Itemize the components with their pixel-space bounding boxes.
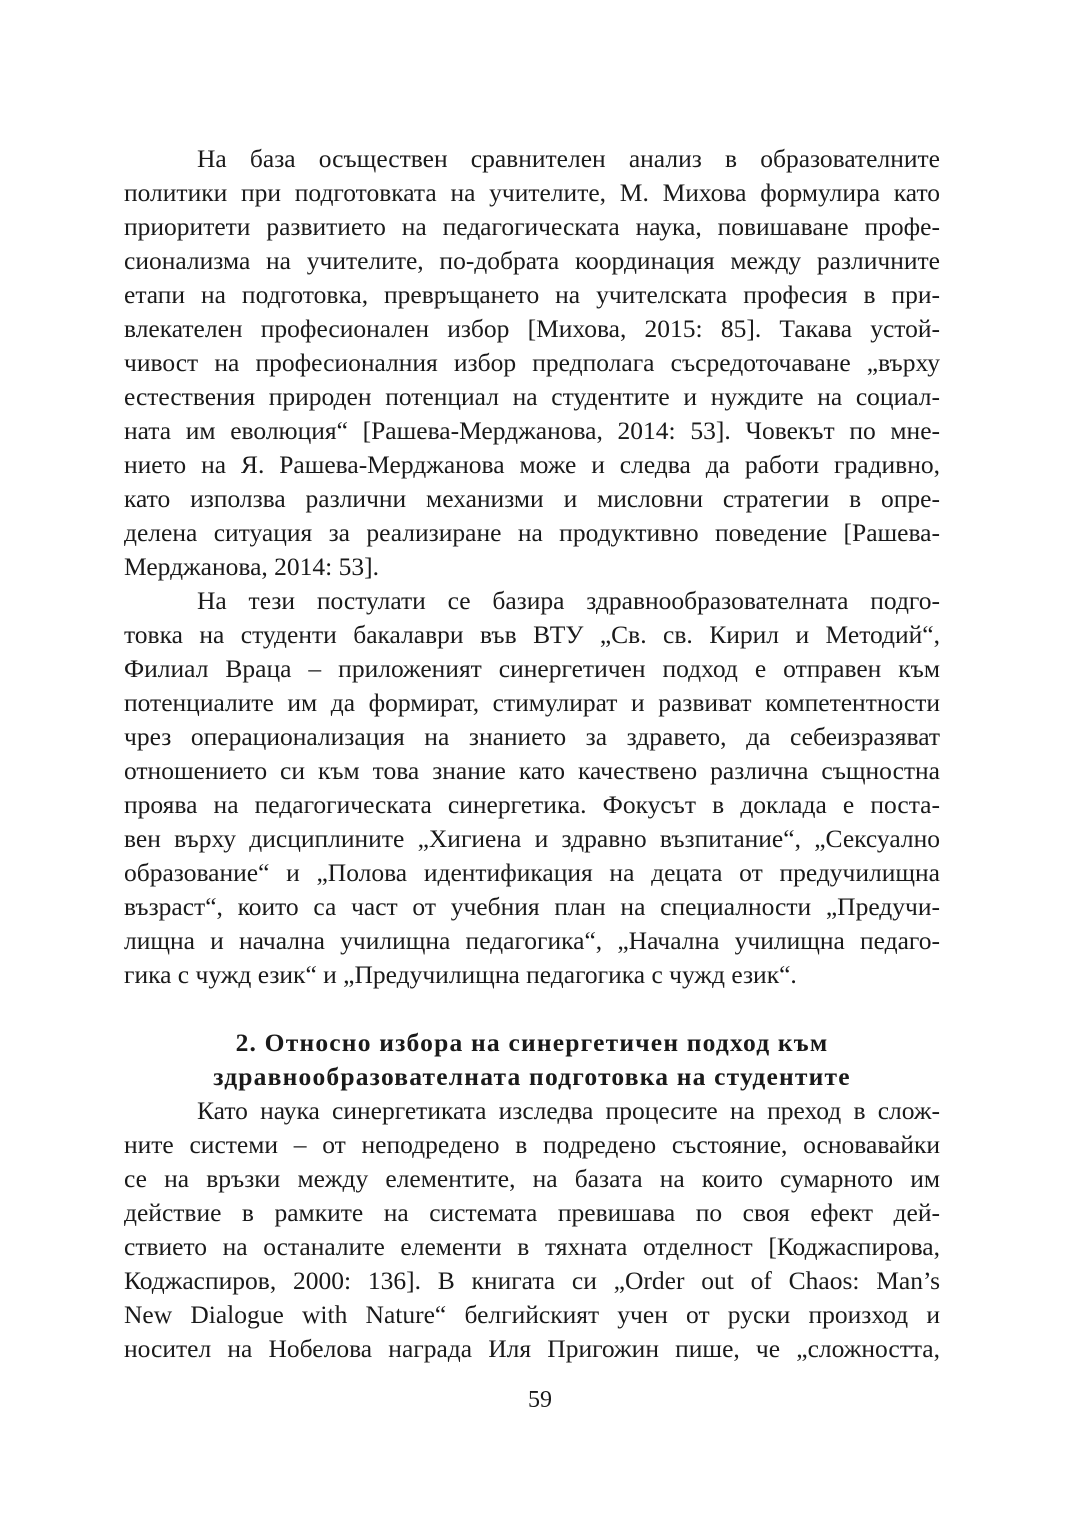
text-line: New Dialogue with Nature“ белгийският учен от руски произход и — [124, 1300, 940, 1329]
text-line: Филиал Враца – приложеният синергетичен подход е отправен към — [124, 654, 940, 683]
text-line: влекателен професионален избор [Михова, 2015: 85]. Такава устой- — [124, 314, 940, 343]
page-number: 59 — [528, 1387, 552, 1413]
text-line: приоритети развитието на педагогическата наука, повишаване профе- — [124, 212, 940, 241]
text-line: чрез операционализация на знанието за здравето, да себеизразяват — [124, 722, 940, 751]
text-line: естествения природен потенциал на студентите и нуждите на социал- — [124, 382, 940, 411]
text-line: На база осъществен сравнителен анализ в образователните — [197, 144, 940, 173]
section-heading — [124, 1026, 940, 1094]
text-line: носител на Нобелова награда Иля Пригожин пише, че „сложността, — [124, 1334, 940, 1363]
text-line: сионализма на учителите, по-добрата координация между различните — [124, 246, 940, 275]
text-line: делена ситуация за реализиране на продуктивно поведение [Рашева- — [124, 518, 940, 547]
text-line: чивост на професионалния избор предполага съсредоточаване „върху — [124, 348, 940, 377]
text-line: образование“ и „Полова идентификация на децата от предучилищна — [124, 858, 940, 887]
text-line: се на връзки между елементите, на базата на които сумарното им — [124, 1164, 940, 1193]
text-line: проява на педагогическата синергетика. Фокусът в доклада е поста- — [124, 790, 940, 819]
text-line: ствието на останалите елементи в тяхната отделност [Коджаспирова, — [124, 1232, 940, 1261]
text-line: възраст“, които са част от учебния план на специалности „Предучи- — [124, 892, 940, 921]
text-line: нието на Я. Рашева-Мерджанова може и следва да работи градивно, — [124, 450, 940, 479]
text-line: На тези постулати се базира здравнообразователната подго- — [197, 586, 940, 615]
text-line: Като наука синергетиката изследва процесите на преход в слож- — [197, 1096, 940, 1125]
text-line: вен върху дисциплините „Хигиена и здравно възпитание“, „Сексуално — [124, 824, 940, 853]
text-line: потенциалите им да формират, стимулират и развиват компетентности — [124, 688, 940, 717]
text-line: Мерджанова, 2014: 53]. — [124, 552, 379, 581]
paragraph-1 — [124, 142, 940, 584]
text-line: политики при подготовката на учителите, М. Михова формулира като — [124, 178, 940, 207]
text-line: товка на студенти бакалаври във ВТУ „Св. св. Кирил и Методий“, — [124, 620, 940, 649]
text-line: като използва различни механизми и мисловни стратегии в опре- — [124, 484, 940, 513]
text-line: действие в рамките на системата превишава по своя ефект дей- — [124, 1198, 940, 1227]
text-line: гика с чужд език“ и „Предучилищна педагогика с чужд език“. — [124, 960, 797, 989]
heading-line: 2. Относно избора на синергетичен подход към — [235, 1028, 829, 1057]
heading-line: здравнообразователната подготовка на студентите — [213, 1062, 851, 1091]
text-line: Коджаспиров, 2000: 136]. В книгата си „Order out of Chaos: Man’s — [124, 1266, 940, 1295]
text-line: ните системи – от неподредено в подредено състояние, основавайки — [124, 1130, 940, 1159]
paragraph-3 — [124, 1094, 940, 1366]
text-line: лищна и начална училищна педагогика“, „Начална училищна педаго- — [124, 926, 940, 955]
paragraph-2 — [124, 584, 940, 992]
text-line: отношението си към това знание като качествено различна същностна — [124, 756, 940, 785]
text-line: етапи на подготовка, превръщането на учителската професия в при- — [124, 280, 940, 309]
text-line: ната им еволюция“ [Рашева-Мерджанова, 2014: 53]. Човекът по мне- — [124, 416, 940, 445]
